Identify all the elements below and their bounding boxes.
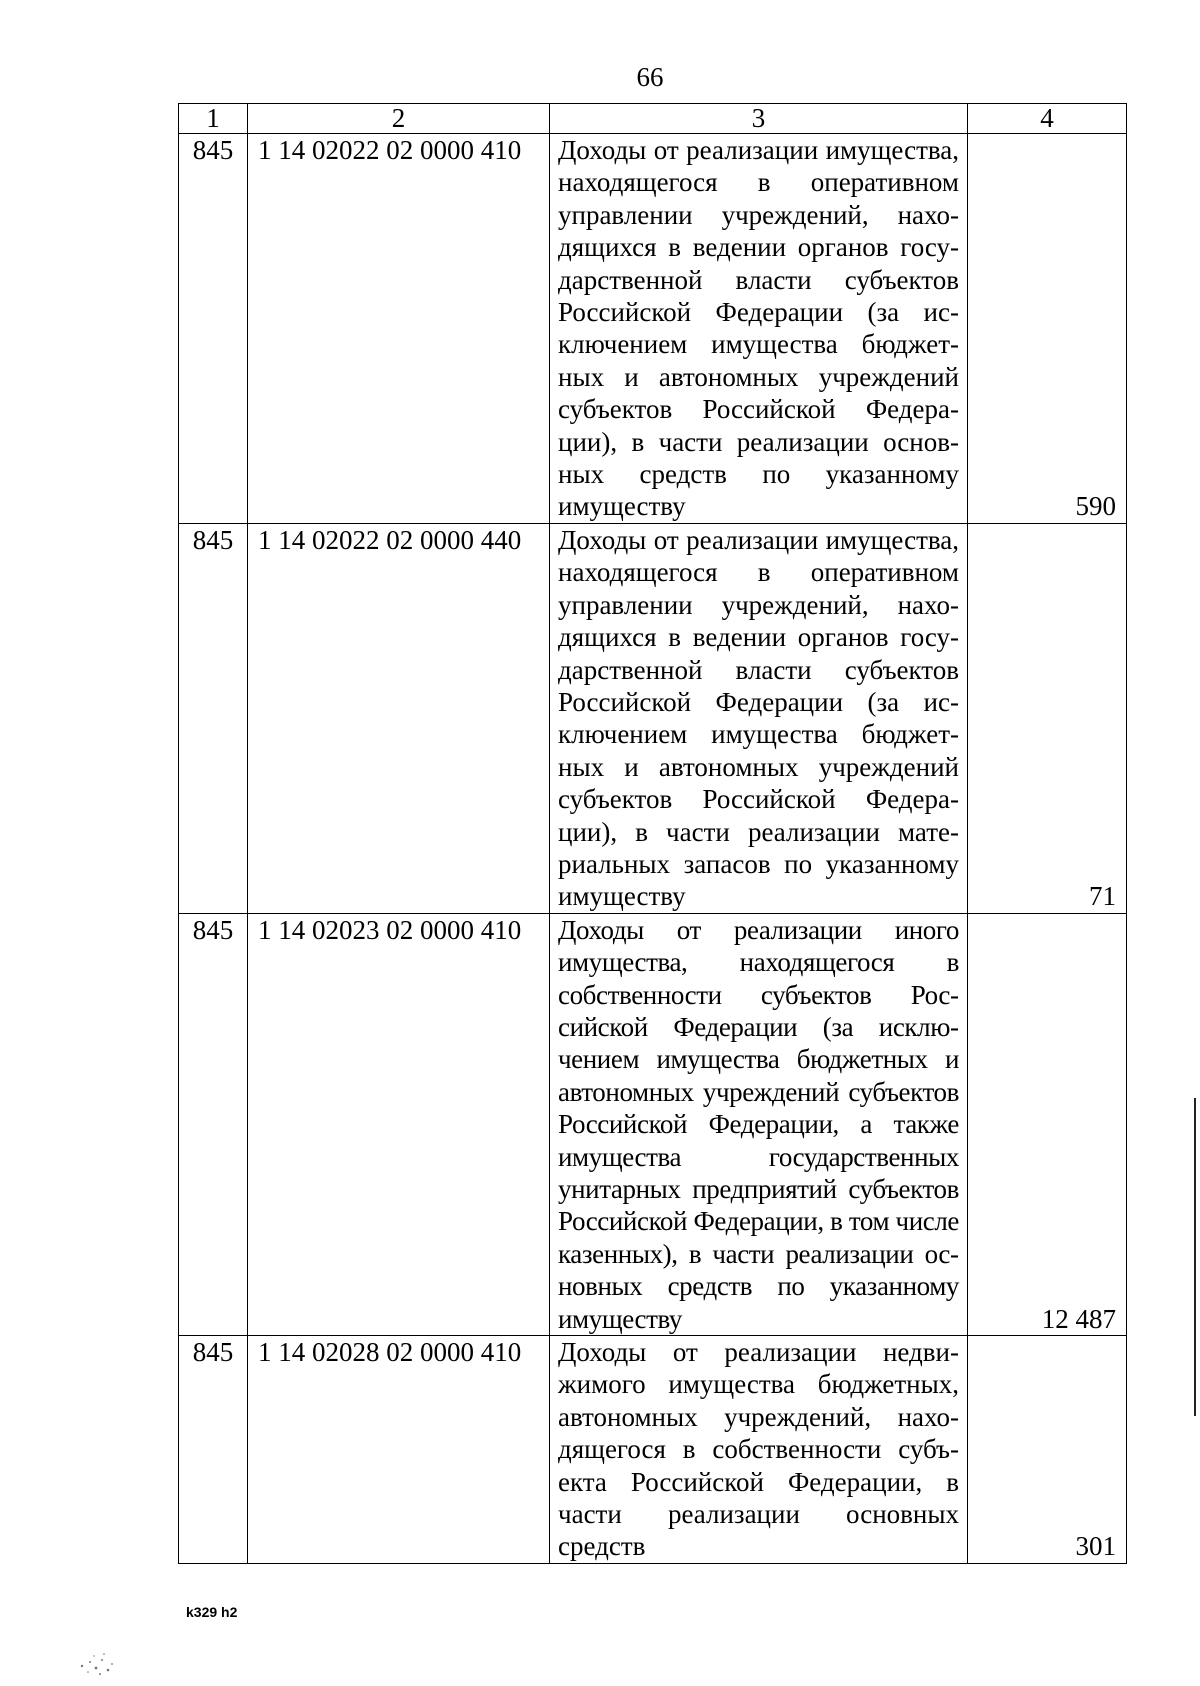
admin-code-cell: 845 [179, 523, 248, 913]
description-cell: Доходы от реализации иного имущества, находящегося в собственности субъектов Российской Федерации (за исключением имущества бюджетных и автономных учреждений субъектов Российской Федерации, а также имущества государственных унитарных предприятий субъектов Российской Федерации, в том числе казенных), в части реализации основных средств по указанному имуществу [550, 913, 968, 1335]
header-cell-2: 2 [248, 104, 550, 134]
page-number: 66 [636, 62, 664, 92]
scan-noise-mark [20, 1648, 120, 1678]
table-row [179, 523, 1127, 913]
table-row [179, 913, 1127, 1335]
admin-code-cell: 845 [179, 1336, 248, 1564]
scan-edge-line [1194, 1098, 1196, 1416]
description-cell: Доходы от реализации недвижимого имущества бюджетных, автономных учреждений, находящегося в собственности субъекта Российской Федерации, в части реализации основных средств [550, 1336, 968, 1564]
amount-cell: 71 [968, 523, 1127, 913]
description-cell: Доходы от реализации имущества, находящегося в оперативном управлении учреждений, находящихся в ведении органов государственной власти субъектов Российской Федерации (за исключением имущества бюджетных и автономных учреждений субъектов Российской Федерации), в части реализации основных средств по указанному имуществу [550, 134, 968, 524]
amount-cell: 12 487 [968, 913, 1127, 1335]
table-row [179, 134, 1127, 524]
admin-code-cell: 845 [179, 913, 248, 1335]
header-cell-3: 3 [550, 104, 968, 134]
table-header-row [179, 104, 1127, 134]
amount-cell: 301 [968, 1336, 1127, 1564]
table-row [179, 1336, 1127, 1564]
amount-cell: 590 [968, 134, 1127, 524]
budget-code-cell: 1 14 02022 02 0000 410 [248, 134, 550, 524]
document-footer-code: k329 h2 [186, 1604, 238, 1620]
budget-revenue-table [178, 103, 1127, 1564]
budget-code-cell: 1 14 02023 02 0000 410 [248, 913, 550, 1335]
budget-code-cell: 1 14 02022 02 0000 440 [248, 523, 550, 913]
description-cell: Доходы от реализации имущества, находящегося в оперативном управлении учреждений, находящихся в ведении органов государственной власти субъектов Российской Федерации (за исключением имущества бюджетных и автономных учреждений субъектов Российской Федерации), в части реализации материальных запасов по указанному имуществу [550, 523, 968, 913]
header-cell-4: 4 [968, 104, 1127, 134]
budget-code-cell: 1 14 02028 02 0000 410 [248, 1336, 550, 1564]
header-cell-1: 1 [179, 104, 248, 134]
admin-code-cell: 845 [179, 134, 248, 524]
